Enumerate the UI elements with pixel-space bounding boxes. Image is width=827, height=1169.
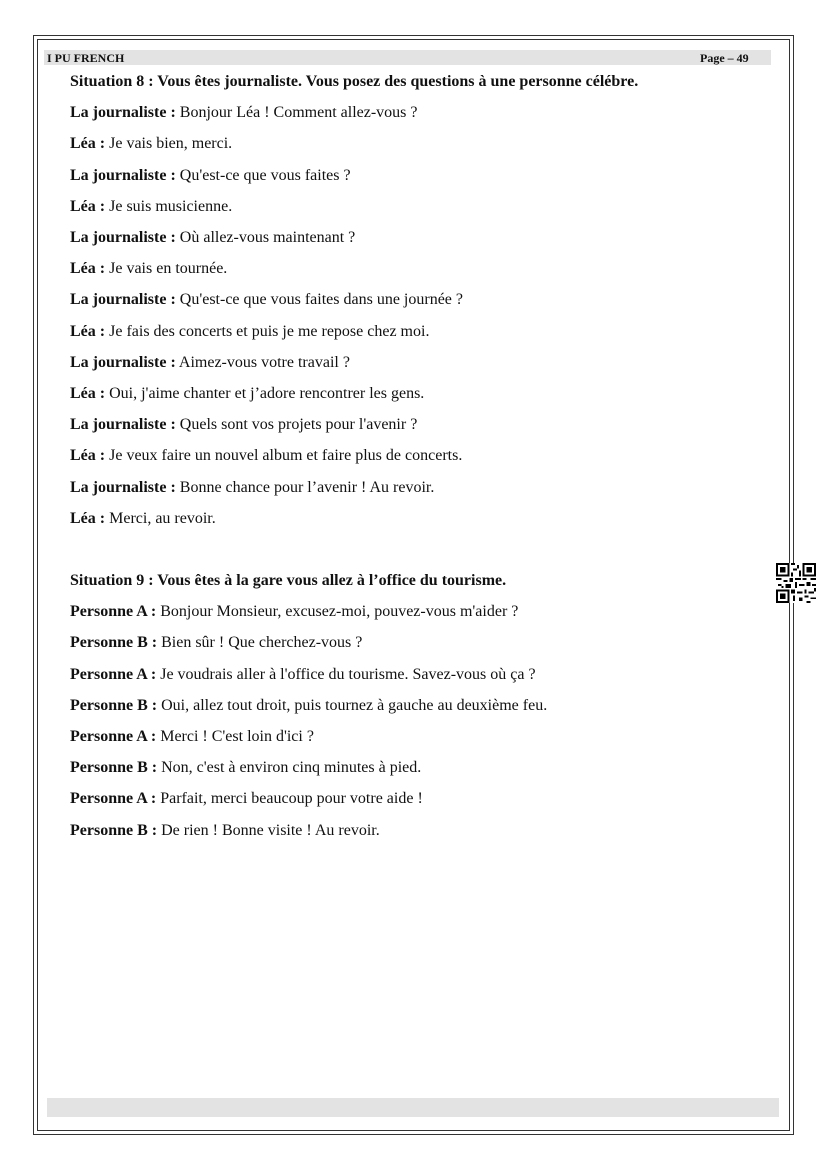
- dialogue-line: [70, 160, 770, 191]
- dialogue-line: [70, 690, 770, 721]
- dialogue-line: [70, 721, 770, 752]
- speaker-label: La journaliste :: [70, 229, 176, 247]
- dialogue-line: [70, 97, 770, 128]
- dialogue-text: Qu'est-ce que vous faites ?: [175, 166, 351, 184]
- dialogue-line: [70, 440, 770, 471]
- dialogue-line: [70, 253, 770, 284]
- dialogue-text: Bonjour Monsieur, excusez-moi, pouvez-vous m'aider ?: [156, 603, 519, 621]
- situation-8-heading: Situation 8 : Vous êtes journaliste. Vous posez des questions à une personne célébre.: [70, 73, 639, 90]
- speaker-label: La journaliste :: [70, 291, 176, 309]
- dialogue-text: Je veux faire un nouvel album et faire plus de concerts.: [105, 447, 463, 465]
- speaker-label: La journaliste :: [70, 166, 176, 184]
- speaker-label: La journaliste :: [70, 104, 176, 122]
- header-bar: [44, 50, 771, 65]
- dialogue-text: Je fais des concerts et puis je me repose chez moi.: [105, 322, 430, 340]
- speaker-label: La journaliste :: [70, 353, 176, 371]
- dialogue-text: Non, c'est à environ cinq minutes à pied.: [157, 759, 422, 777]
- speaker-label: Personne A :: [70, 603, 157, 621]
- dialogue-line: [70, 409, 770, 440]
- dialogue-text: Quels sont vos projets pour l'avenir ?: [175, 416, 418, 434]
- dialogue-text: Je suis musicienne.: [105, 197, 233, 215]
- dialogue-line: [70, 596, 770, 627]
- situation-9-heading: Situation 9 : Vous êtes à la gare vous allez à l’office du tourisme.: [70, 572, 507, 590]
- speaker-label: La journaliste :: [70, 416, 176, 434]
- dialogue-text: Merci ! C'est loin d'ici ?: [156, 728, 314, 746]
- dialogue-line: [70, 659, 770, 690]
- dialogue-text: Où allez-vous maintenant ?: [175, 229, 356, 247]
- section-spacer: [70, 534, 770, 565]
- dialogue-line: [70, 815, 770, 846]
- dialogue-text: Bonne chance pour l’avenir ! Au revoir.: [175, 478, 435, 496]
- dialogue-line: [70, 316, 770, 347]
- dialogue-text: Merci, au revoir.: [105, 509, 216, 527]
- speaker-label: Léa :: [70, 197, 106, 215]
- dialogue-line: [70, 783, 770, 814]
- speaker-label: Personne A :: [70, 790, 157, 808]
- dialogue-line: [70, 284, 770, 315]
- dialogue-text: Oui, allez tout droit, puis tournez à gauche au deuxième feu.: [157, 696, 548, 714]
- speaker-label: Léa :: [70, 135, 106, 153]
- dialogue-text: Parfait, merci beaucoup pour votre aide !: [156, 790, 423, 808]
- dialogue-text: Je vais bien, merci.: [105, 135, 233, 153]
- speaker-label: Personne A :: [70, 728, 157, 746]
- dialogue-text: Aimez-vous votre travail ?: [175, 353, 350, 371]
- dialogue-line: [70, 128, 770, 159]
- dialogue-line: [70, 347, 770, 378]
- dialogue-text: Qu'est-ce que vous faites dans une journée ?: [175, 291, 464, 309]
- speaker-label: Personne B :: [70, 821, 158, 839]
- footer-bar: [47, 1098, 779, 1117]
- dialogue-line: [70, 752, 770, 783]
- dialogue-text: De rien ! Bonne visite ! Au revoir.: [157, 821, 380, 839]
- speaker-label: Léa :: [70, 322, 106, 340]
- page-content: [70, 66, 770, 846]
- header-page-number: Page – 49: [700, 51, 749, 65]
- dialogue-text: Je voudrais aller à l'office du tourisme. Savez-vous où ça ?: [156, 665, 536, 683]
- speaker-label: Personne B :: [70, 759, 158, 777]
- speaker-label: Personne A :: [70, 665, 157, 683]
- speaker-label: Léa :: [70, 260, 106, 278]
- speaker-label: Personne B :: [70, 696, 158, 714]
- dialogue-line: [70, 627, 770, 658]
- speaker-label: La journaliste :: [70, 478, 176, 496]
- dialogue-text: Bonjour Léa ! Comment allez-vous ?: [175, 104, 418, 122]
- dialogue-line: [70, 503, 770, 534]
- qr-code-icon[interactable]: [776, 563, 816, 603]
- dialogue-line: [70, 191, 770, 222]
- header-course-title: I PU FRENCH: [47, 51, 125, 65]
- dialogue-text: Bien sûr ! Que cherchez-vous ?: [157, 634, 363, 652]
- dialogue-line: [70, 378, 770, 409]
- speaker-label: Personne B :: [70, 634, 158, 652]
- speaker-label: Léa :: [70, 447, 106, 465]
- dialogue-text: Oui, j'aime chanter et j’adore rencontrer les gens.: [105, 385, 425, 403]
- speaker-label: Léa :: [70, 509, 106, 527]
- dialogue-text: Je vais en tournée.: [105, 260, 228, 278]
- speaker-label: Léa :: [70, 385, 106, 403]
- dialogue-line: [70, 222, 770, 253]
- dialogue-line: [70, 472, 770, 503]
